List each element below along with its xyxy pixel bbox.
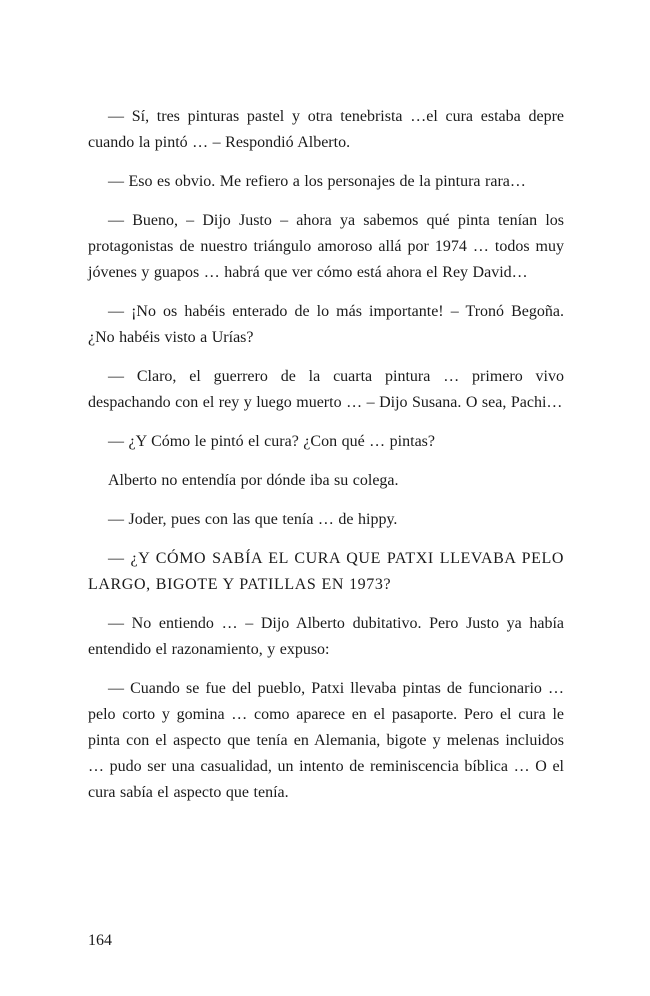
paragraph-10: — No entiendo … – Dijo Alberto dubitativo. Pero Justo ya había entendido el razonamiento, y expuso: <box>88 615 564 658</box>
paragraph-2: — Eso es obvio. Me refiero a los personajes de la pintura rara… <box>108 173 526 190</box>
paragraph-1: — Sí, tres pinturas pastel y otra tenebrista …el cura estaba depre cuando la pintó … – Respondió Alberto. <box>88 108 564 151</box>
paragraph-5: — Claro, el guerrero de la cuarta pintura … primero vivo despachando con el rey y luego muerto … – Dijo Susana. O sea, Pachi… <box>88 368 564 411</box>
paragraph-3: — Bueno, – Dijo Justo – ahora ya sabemos qué pinta tenían los protagonistas de nuestro triángulo amoroso allá por 1974 … todos muy jóvenes y guapos … habrá que ver cómo está ahora el Rey David… <box>88 212 564 281</box>
paragraph-11: — Cuando se fue del pueblo, Patxi llevaba pintas de funcionario … pelo corto y gomina … como aparece en el pasaporte. Pero el cura le pinta con el aspecto que tenía en Alemania, bigote y melenas incluidos … pudo ser una casualidad, un intento de reminiscencia bíblica … O el cura sabía el aspecto que tenía. <box>88 680 564 801</box>
paragraph-9: — ¿Y CÓMO SABÍA EL CURA QUE PATXI LLEVABA PELO LARGO, BIGOTE Y PATILLAS EN 1973? <box>88 550 564 593</box>
page-number: 164 <box>88 932 112 949</box>
paragraph-8: — Joder, pues con las que tenía … de hippy. <box>108 511 398 528</box>
paragraph-4: — ¡No os habéis enterado de lo más importante! – Tronó Begoña. ¿No habéis visto a Urías? <box>88 303 564 346</box>
paragraph-7: Alberto no entendía por dónde iba su colega. <box>108 472 399 489</box>
paragraph-6: — ¿Y Cómo le pintó el cura? ¿Con qué … pintas? <box>108 433 435 450</box>
page-body <box>88 104 564 819</box>
